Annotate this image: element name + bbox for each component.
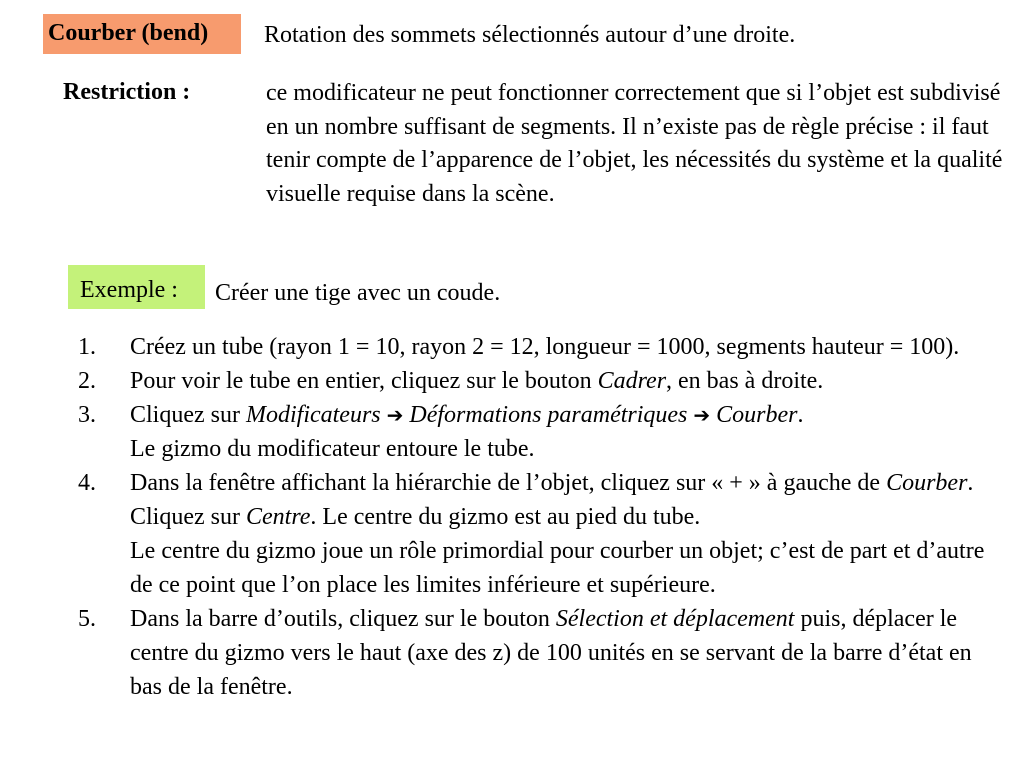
step-emphasis: Déformations paramétriques — [409, 402, 688, 428]
step-number: 4. — [78, 470, 96, 496]
step-number: 5. — [78, 606, 96, 632]
step-text: . Le centre du gizmo est au pied du tube. — [310, 504, 701, 530]
list-item — [78, 364, 1008, 398]
step-emphasis: Cadrer — [597, 368, 667, 394]
step-text: Dans la fenêtre affichant la hiérarchie de l’objet, cliquez sur « + » à gauche de — [130, 470, 887, 496]
step-text: Le centre du gizmo joue un rôle primordial pour courber un objet; c’est de part et d’autre de ce point que l’on place les limites inférieure et supérieure. — [130, 538, 985, 598]
step-emphasis: Sélection et déplacement — [555, 606, 795, 632]
step-number: 1. — [78, 334, 96, 360]
step-number: 2. — [78, 368, 96, 394]
step-text: Dans la barre d’outils, cliquez sur le bouton — [130, 606, 556, 632]
step-emphasis: Courber — [886, 470, 968, 496]
step-text: . — [797, 402, 804, 428]
restriction-label: Restriction : — [63, 79, 191, 105]
list-item — [78, 398, 1008, 466]
step-text: Le gizmo du modificateur entoure le tube. — [130, 436, 535, 462]
step-text: . Cliquez sur — [130, 470, 974, 530]
restriction-text: ce modificateur ne peut fonctionner correctement que si l’objet est subdivisé en un nombre suffisant de segments. Il n’existe pas de règle précise : il faut tenir compte de l’apparence de l’objet, les nécessités du système et la qualité visuelle requise dans la scène. — [266, 80, 1003, 207]
step-emphasis: Modificateurs — [245, 402, 381, 428]
page-title: Courber (bend) — [43, 14, 241, 54]
modifier-description: Rotation des sommets sélectionnés autour d’une droite. — [264, 22, 796, 48]
list-item — [78, 602, 1008, 704]
list-item — [78, 330, 1008, 364]
step-text: Cliquez sur — [130, 402, 246, 428]
step-text: puis, déplacer le centre du gizmo vers le haut (axe des z) de 100 unités en se servant de la barre d’état en bas de la fenêtre. — [130, 606, 972, 700]
example-text: Créer une tige avec un coude. — [215, 280, 501, 306]
arrow-right-icon: ➔ — [693, 403, 711, 427]
step-number: 3. — [78, 402, 96, 428]
list-item — [78, 466, 1008, 602]
arrow-right-icon: ➔ — [386, 403, 404, 427]
step-emphasis: Centre — [245, 504, 311, 530]
step-emphasis: Courber — [716, 402, 798, 428]
example-label: Exemple : — [68, 265, 205, 309]
steps-list — [78, 330, 1008, 704]
step-text: Pour voir le tube en entier, cliquez sur le bouton — [130, 368, 598, 394]
step-text: , en bas à droite. — [666, 368, 824, 394]
step-text: Créez un tube (rayon 1 = 10, rayon 2 = 12, longueur = 1000, segments hauteur = 100). — [130, 334, 960, 360]
